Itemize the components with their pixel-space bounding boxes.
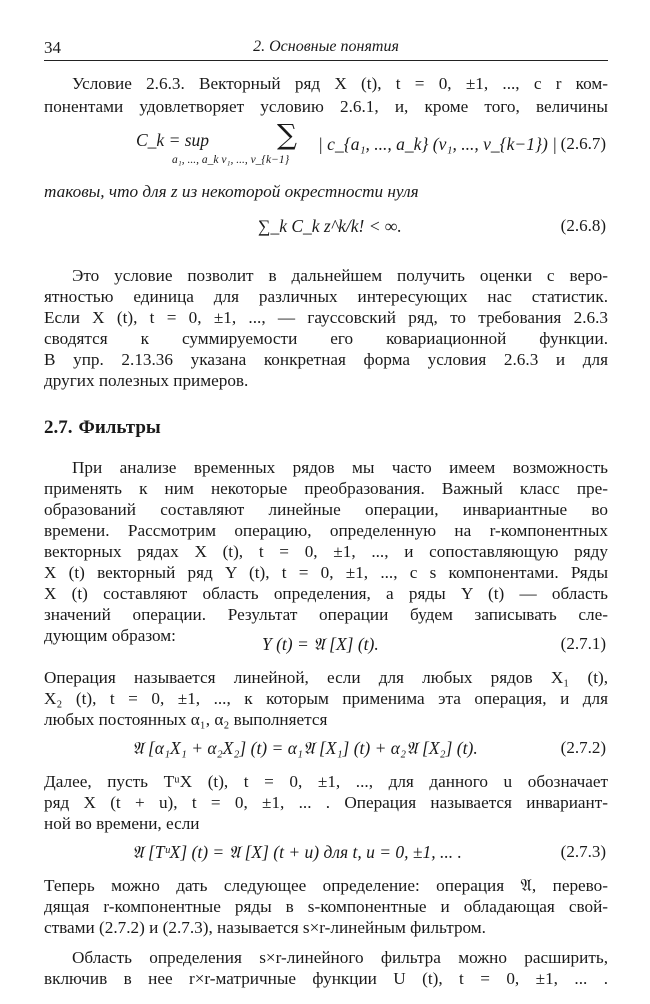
text-line: ятностью единица для различных интересующих нас статистик.	[44, 287, 608, 306]
text-line: времени. Рассмотрим операцию, определенную на r-компонентных	[44, 521, 608, 540]
sup-subscript: a₁, ..., a_k v₁, ..., v_{k−1}	[172, 154, 290, 166]
text-line: дующим образом:	[44, 626, 176, 645]
formula-body: | c_{a₁, ..., a_k} (v₁, ..., v_{k−1}) |	[318, 134, 557, 154]
equation-number: (2.6.7)	[560, 134, 606, 153]
text-line: ряд X (t + u), t = 0, ±1, ... . Операция называется инвариант-	[44, 793, 608, 812]
text-line: понентами удовлетворяет условию 2.6.1, и, кроме того, величины	[44, 97, 608, 116]
text-line: X (t) составляют область определения, а ряды Y (t) — область	[44, 584, 608, 603]
text-line: сводятся к суммируемости его ковариационной функции.	[44, 329, 608, 348]
text-line: любых постоянных α₁, α₂ выполняется	[44, 710, 328, 729]
text-line: Далее, пусть TᵘX (t), t = 0, ±1, ..., для данного u обозначает	[44, 772, 608, 791]
equation-number: (2.6.8)	[560, 216, 606, 235]
text-line: Теперь можно дать следующее определение: операция 𝔄, перево-	[44, 876, 608, 895]
section-heading	[44, 417, 161, 439]
text-line: векторных рядах X (t), t = 0, ±1, ..., и сопоставляющую ряду	[44, 542, 608, 561]
text-line: образований составляют линейные операции, инвариантные во	[44, 500, 608, 519]
formula-2-6-8: ∑_k C_k z^k/k! < ∞.	[258, 216, 402, 236]
running-title: 2. Основные понятия	[253, 38, 399, 55]
text-line: Если X (t), t = 0, ±1, ..., — гауссовский ряд, то требования 2.6.3	[44, 308, 608, 327]
text-line: При анализе временных рядов мы часто имеем возможность	[72, 458, 608, 477]
text-line: X (t) векторный ряд Y (t), t = 0, ±1, ..., с s компонентами. Ряды	[44, 563, 608, 582]
formula-2-7-1: Y (t) = 𝔄 [X] (t).	[262, 634, 379, 654]
text-line: Область определения s×r-линейного фильтра можно расширить,	[72, 948, 608, 967]
text-line: ной во времени, если	[44, 814, 200, 833]
sum-symbol: ∑	[277, 118, 297, 151]
text-line: Операция называется линейной, если для любых рядов X₁ (t),	[44, 668, 608, 687]
page-number: 34	[44, 38, 61, 57]
formula-2-7-2: 𝔄 [α₁X₁ + α₂X₂] (t) = α₁𝔄 [X₁] (t) + α₂𝔄 [X₂] (t).	[132, 738, 478, 758]
equation-number: (2.7.2)	[560, 738, 606, 757]
text-line: X₂ (t), t = 0, ±1, ..., к которым применима эта операция, и для	[44, 689, 608, 708]
formula-lhs: C_k = sup	[136, 130, 210, 150]
equation-number: (2.7.1)	[560, 634, 606, 653]
text-line: других полезных примеров.	[44, 371, 249, 390]
text-line: применять к ним некоторые преобразования. Важный класс пре-	[44, 479, 608, 498]
running-header	[44, 38, 608, 61]
text-line: значений операции. Результат операции будем записывать сле-	[44, 605, 608, 624]
text-line: ствами (2.7.2) и (2.7.3), называется s×r-линейным фильтром.	[44, 918, 486, 937]
formula-2-7-3: 𝔄 [TᵘX] (t) = 𝔄 [X] (t + u) для t, u = 0, ±1, ... .	[132, 842, 462, 862]
text-line: дящая r-компонентные ряды в s-компонентные и обладающая свой-	[44, 897, 608, 916]
text-line: Условие 2.6.3. Векторный ряд X (t), t = 0, ±1, ..., с r ком-	[72, 74, 608, 93]
section-number: 2.7.	[44, 417, 73, 438]
section-title: Фильтры	[78, 417, 161, 438]
text-line: Это условие позволит в дальнейшем получить оценки с веро-	[72, 266, 608, 285]
text-line: В упр. 2.13.36 указана конкретная форма условия 2.6.3 и для	[44, 350, 608, 369]
equation-number: (2.7.3)	[560, 842, 606, 861]
text-line: включив в нее r×r-матричные функции U (t), t = 0, ±1, ... .	[44, 969, 608, 988]
text-line: таковы, что для z из некоторой окрестности нуля	[44, 182, 419, 201]
